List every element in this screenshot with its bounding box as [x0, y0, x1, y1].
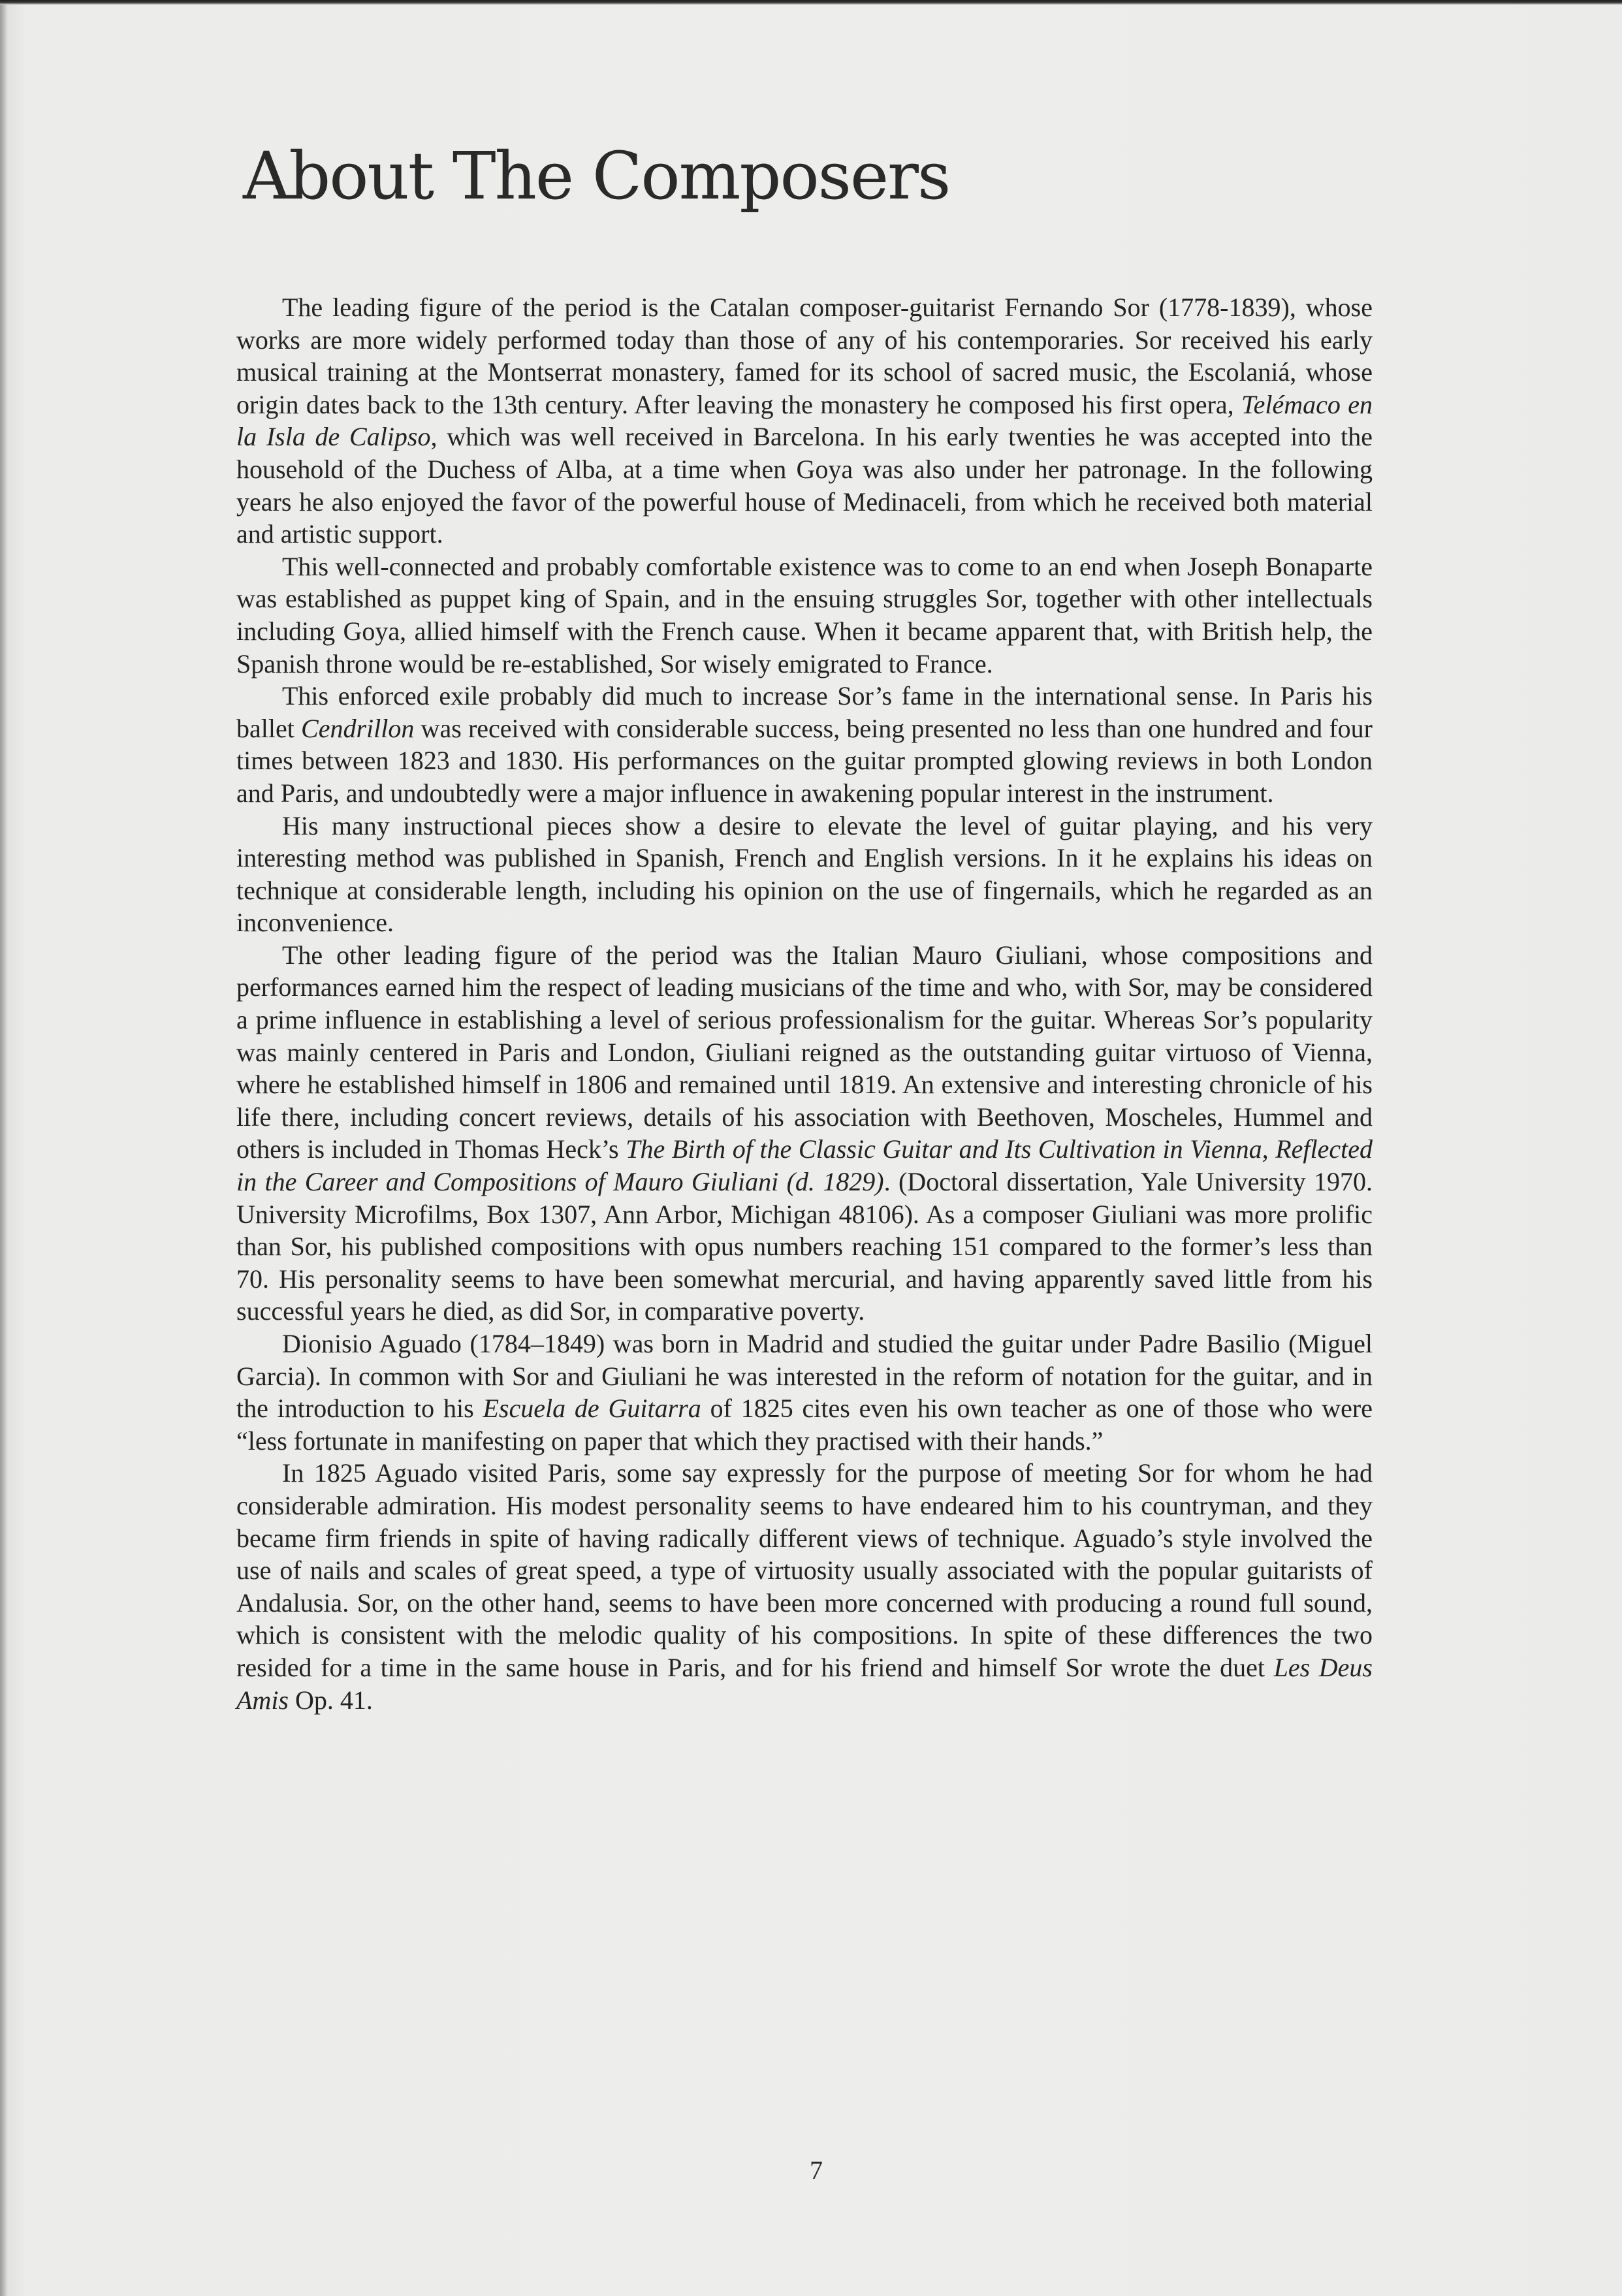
book-title: The Birth of the Classic Guitar and Its Cultivation in Vienna, Reflected in the Career and Compositions of Mauro Giuliani (d. 1829) — [236, 1134, 1373, 1197]
text-run: In 1825 Aguado visited Paris, some say expressly for the purpose of meeting Sor for whom he had considerable admiration. His modest personality seems to have endeared him to his countryman, and they became firm friends in spite of having radically different views of technique. Aguado’s style involved the use of nails and scales of great speed, a type of virtuosity usually associated with the popular guitarists of Andalusia. Sor, on the other hand, seems to have been more concerned with producing a round full sound, which is consistent with the melodic quality of his compositions. In spite of these differences the two resided for a time in the same house in Paris, and for his friend and himself Sor wrote the duet — [236, 1458, 1373, 1682]
paragraph-giuliani — [236, 939, 1373, 1328]
text-run: . (Doctoral dissertation, Yale University 1970. University Microfilms, Box 1307, Ann Arbor, Michigan 48106). As a composer Giuliani was more prolific than Sor, his published compositions with opus numbers reaching 151 compared to the former’s less than 70. His personality seems to have been somewhat mercurial, and having apparently saved little from his successful years he died, as did Sor, in comparative poverty. — [236, 1167, 1373, 1326]
article-body — [236, 291, 1373, 1716]
paragraph-aguado-paris — [236, 1457, 1373, 1716]
duet-title: Les Deus Amis — [236, 1652, 1373, 1715]
text-run: Op. 41. — [289, 1685, 373, 1715]
paragraph-aguado-intro — [236, 1328, 1373, 1457]
text-run: This enforced exile probably did much to increase Sor’s fame in the international sense. In Paris his ballet — [236, 681, 1373, 743]
method-title: Escuela de Guitarra — [483, 1394, 701, 1424]
text-run: Dionisio Aguado (1784–1849) was born in Madrid and studied the guitar under Padre Basilio (Miguel Garcia). In common with Sor and Giuliani he was interested in the reform of notation for the guitar, and in the introduction to his — [236, 1329, 1373, 1424]
text-run: was received with considerable success, being presented no less than one hundred and four times between 1823 and 1830. His performances on the guitar prompted glowing reviews in both London and Paris, and undoubtedly were a major influence in awakening popular interest in the instrument. — [236, 713, 1373, 808]
text-run: This well-connected and probably comfortable existence was to come to an end when Joseph Bonaparte was established as puppet king of Spain, and in the ensuing struggles Sor, together with other intellectuals including Goya, allied himself with the French cause. When it became apparent that, with British help, the Spanish throne would be re-established, Sor wisely emigrated to France. — [236, 551, 1373, 678]
text-run: His many instructional pieces show a desire to elevate the level of guitar playing, and his very interesting method was published in Spanish, French and English versions. In it he explains his ideas on technique at considerable length, including his opinion on the use of fingernails, which he regarded as an inconvenience. — [236, 810, 1373, 938]
ballet-title: Cendrillon — [301, 713, 415, 743]
page-title: About The Composers — [243, 138, 950, 214]
text-run: , which was well received in Barcelona. In his early twenties he was accepted into the household of the Duchess of Alba, at a time when Goya was also under her patronage. In the following years he also enjoyed the favor of the powerful house of Medinaceli, from which he received both material and artistic support. — [236, 422, 1373, 549]
opera-title: Telémaco en la Isla de Calipso — [236, 389, 1373, 452]
scan-top-edge — [0, 0, 1622, 5]
page-number: 7 — [810, 2156, 823, 2185]
text-run: of 1825 cites even his own teacher as one of those who were “less fortunate in manifesting on paper that which they practised with their hands.” — [236, 1394, 1373, 1456]
text-run: The leading figure of the period is the Catalan composer-guitarist Fernando Sor (1778-1839), whose works are more widely performed today than those of any of his contemporaries. Sor received his early musical training at the Montserrat monastery, famed for its school of sacred music, the Escolaniá, whose origin dates back to the 13th century. After leaving the monastery he composed his first opera, — [236, 293, 1373, 419]
paragraph-sor-intro — [236, 291, 1373, 550]
text-run: The other leading figure of the period was the Italian Mauro Giuliani, whose compositions and performances earned him the respect of leading musicians of the time and who, with Sor, may be considered a prime influence in establishing a level of serious professionalism for the guitar. Whereas Sor’s popularity was mainly centered in Paris and London, Giuliani reigned as the outstanding guitar virtuoso of Vienna, where he established himself in 1806 and remained until 1819. An extensive and interesting chronicle of his life there, including concert reviews, details of his association with Beethoven, Moscheles, Hummel and others is included in Thomas Heck’s — [236, 940, 1373, 1164]
paragraph-sor-method — [236, 810, 1373, 939]
paragraph-sor-exile — [236, 550, 1373, 680]
paragraph-sor-paris — [236, 680, 1373, 809]
binding-shadow — [0, 0, 7, 2296]
